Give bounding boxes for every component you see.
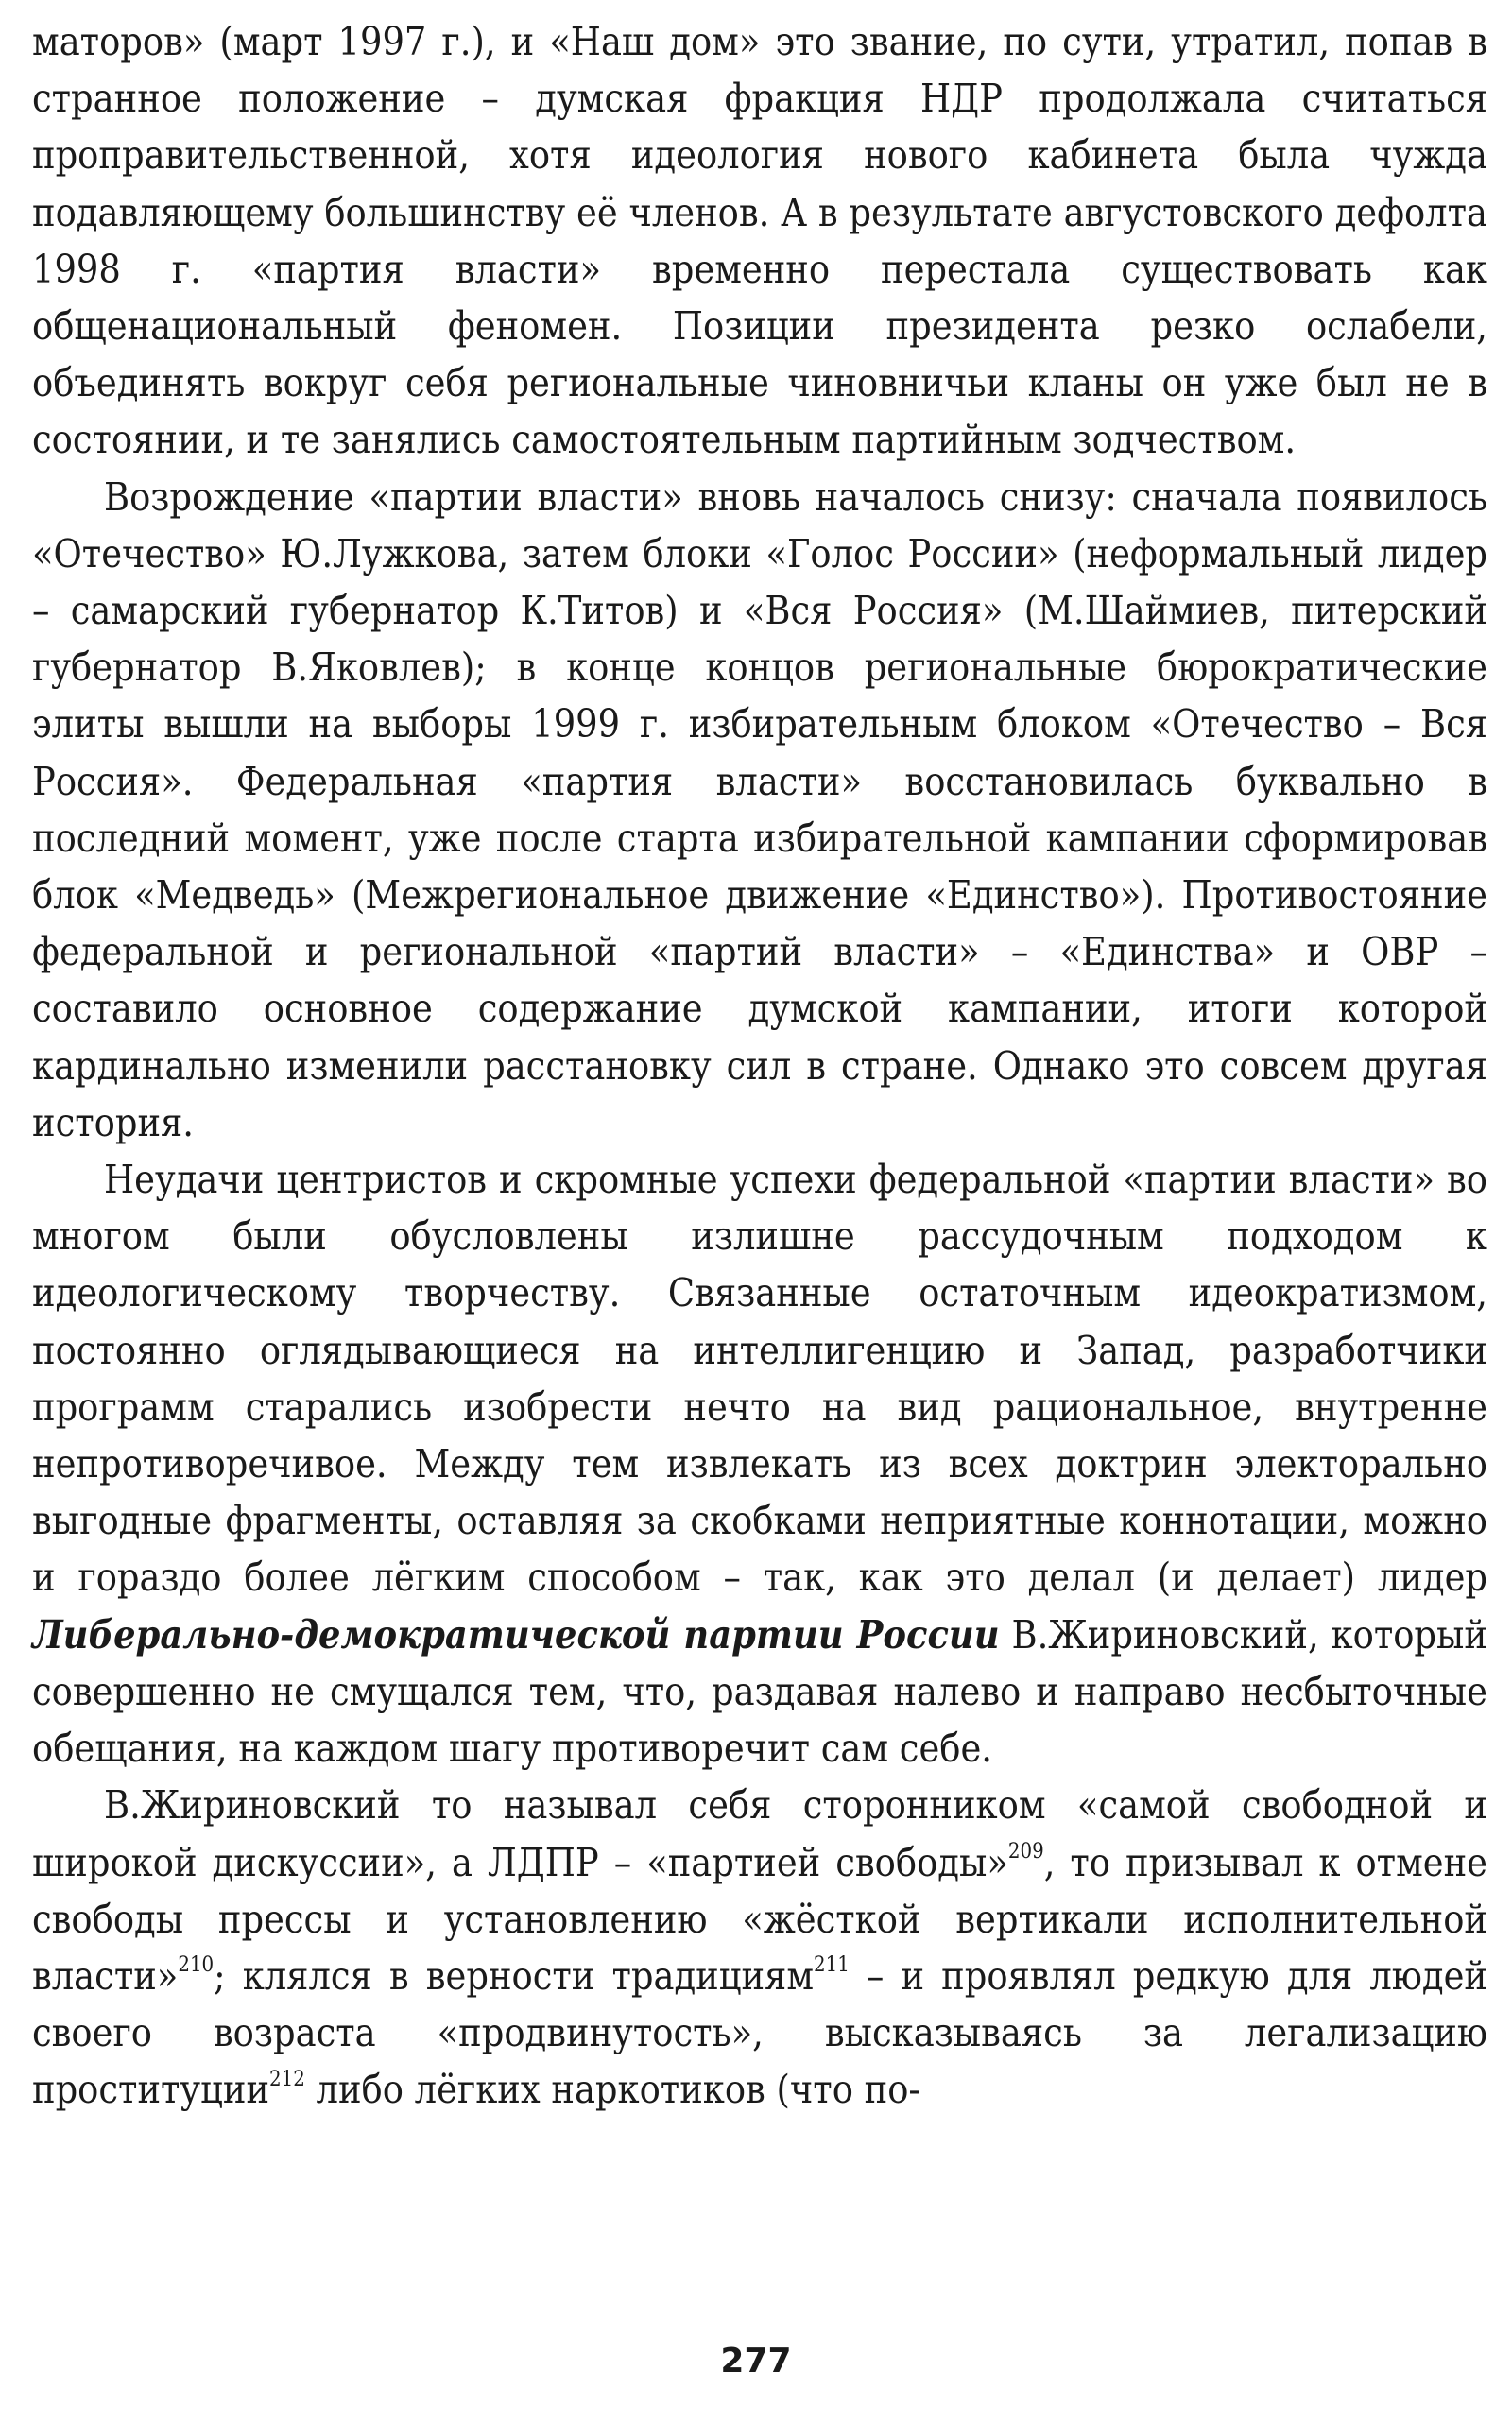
paragraph-4-seg-4: – и проявлял редкую для людей своего возраста «продвинутость», высказываясь за легализацию проституции (32, 1952, 1488, 2113)
footnote-ref-209[interactable]: 209 (1007, 1839, 1044, 1864)
paragraph-3-text-after: В.Жириновский, который совершенно не смущался тем, что, раздавая налево и направо несбыточные обещания, на каждом шагу противоречит сам себе. (32, 1611, 1487, 1772)
paragraph-1 (32, 13, 1487, 469)
footnote-ref-210[interactable]: 210 (178, 1953, 215, 1978)
paragraph-2-text: Возрождение «партии власти» вновь началось снизу: сначала появилось «Отечество» Ю.Лужкова, затем блоки «Голос России» (неформальный лидер – самарский губернатор К.Титов) и «Вся Россия» (М.Шаймиев, питерский губернатор В.Яковлев); в конце концов региональные бюрократические элиты вышли на выборы 1999 г. избирательным блоком «Отечество – Вся Россия». Федеральная «партия власти» восстановилась буквально в последний момент, уже после старта избирательной кампании сформировав блок «Медведь» (Межрегиональное движение «Единство»). Противостояние федеральной и региональной «партий власти» – «Единства» и ОВР – составило основное содержание думской кампании, итоги которой кардинально изменили расстановку сил в стране. Однако это совсем другая история. (32, 473, 1487, 1145)
paragraph-4-seg-1: В.Жириновский то называл себя сторонником «самой свободной и широкой дискуссии», а ЛДПР – «партией свободы» (32, 1782, 1487, 1885)
paragraph-4-seg-3: ; клялся в верности традициям (214, 1952, 815, 1999)
footnote-ref-211[interactable]: 211 (814, 1953, 850, 1978)
paragraph-1-text: маторов» (март 1997 г.), и «Наш дом» это звание, по сути, утратил, попав в странное положение – думская фракция НДР продолжала считаться проправительственной, хотя идеология нового кабинета была чужда подавляющему большинству её членов. А в результате августовского дефолта 1998 г. «партия власти» временно перестала существовать как общенациональный феномен. Позиции президента резко ослабели, объединять вокруг себя региональные чиновничьи кланы он уже был не в состоянии, и те занялись самостоятельным партийным зодчеством. (32, 19, 1487, 463)
paragraph-4-seg-2: , то призывал к отмене свободы прессы и установлению «жёсткой вертикали исполнительной власти» (32, 1839, 1487, 1999)
paragraph-3 (32, 1151, 1487, 1777)
footnote-ref-212[interactable]: 212 (269, 2067, 305, 2091)
paragraph-4-seg-5: либо лёгких наркотиков (что по- (304, 2067, 920, 2113)
paragraph-4 (32, 1777, 1487, 2118)
page-number: 277 (720, 2342, 792, 2380)
ldpr-emphasis: Либерально-демократической партии России (32, 1611, 1000, 1658)
paragraph-2 (32, 469, 1487, 1151)
page-body (32, 13, 1487, 2119)
paragraph-3-text-before: Неудачи центристов и скромные успехи федеральной «партии власти» во многом были обусловлены излишне рассудочным подходом к идеологическому творчеству. Связанные остаточным идеократизмом, постоянно оглядывающиеся на интеллигенцию и Запад, разработчики программ старались изобрести нечто на вид рациональное, внутренне непротиворечивое. Между тем извлекать из всех доктрин электорально выгодные фрагменты, оставляя за скобками неприятные коннотации, можно и гораздо более лёгким способом – так, как это делал (и делает) лидер (32, 1157, 1487, 1601)
